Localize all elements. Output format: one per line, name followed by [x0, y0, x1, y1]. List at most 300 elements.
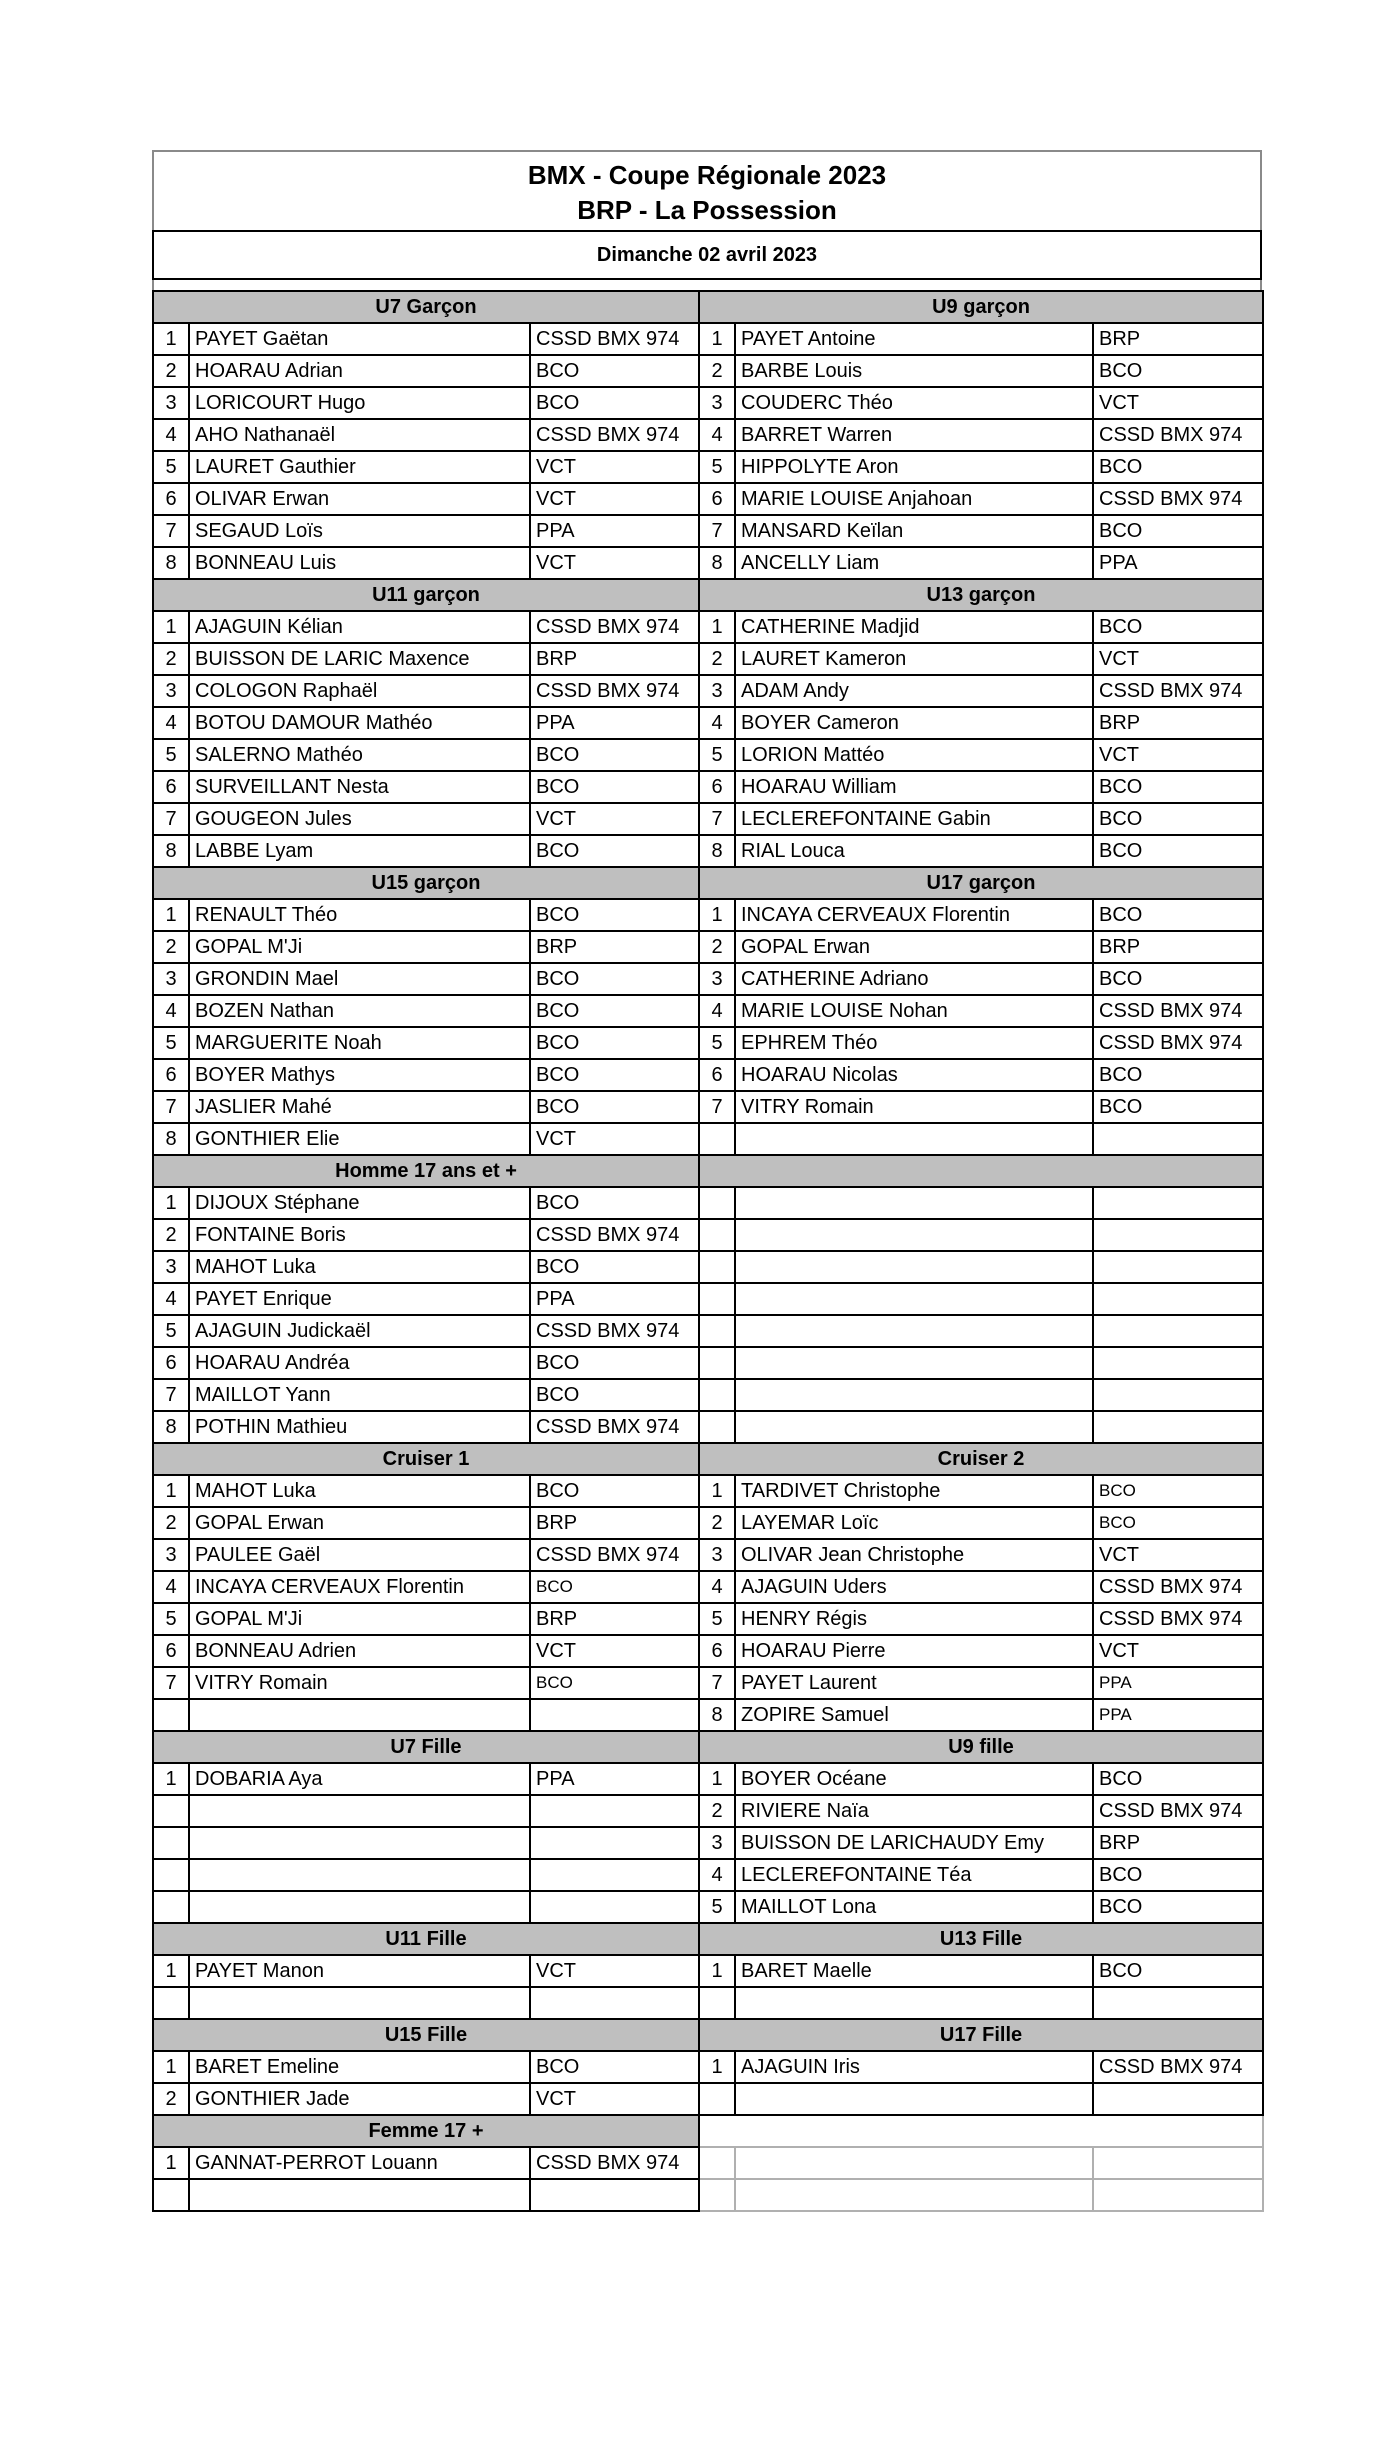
rider-name-cell: MARIE LOUISE Nohan: [735, 995, 1093, 1027]
table-row: [153, 1827, 1263, 1859]
rider-name-cell: DIJOUX Stéphane: [189, 1187, 530, 1219]
event-date: Dimanche 02 avril 2023: [152, 230, 1262, 280]
rank-cell: 8: [153, 547, 189, 579]
rank-cell: 1: [153, 611, 189, 643]
table-row: [153, 355, 1263, 387]
rank-cell: 5: [153, 1027, 189, 1059]
rider-name-cell: RIVIERE Naïa: [735, 1795, 1093, 1827]
rank-cell: 1: [153, 2051, 189, 2083]
rider-name-cell: COUDERC Théo: [735, 387, 1093, 419]
rider-name-cell: FONTAINE Boris: [189, 1219, 530, 1251]
table-row: [153, 1411, 1263, 1443]
category-header-row: [153, 1155, 1263, 1187]
table-row: [153, 1603, 1263, 1635]
rank-cell: 2: [153, 643, 189, 675]
club-cell: BCO: [1093, 1891, 1263, 1923]
rank-cell: 5: [699, 739, 735, 771]
rider-name-cell: HOARAU Adrian: [189, 355, 530, 387]
rider-name-cell: AHO Nathanaël: [189, 419, 530, 451]
category-header-row: [153, 867, 1263, 899]
rider-name-cell: PAULEE Gaël: [189, 1539, 530, 1571]
club-cell: BCO: [1093, 803, 1263, 835]
rider-name-cell: GOPAL M'Ji: [189, 1603, 530, 1635]
rank-cell: [699, 1315, 735, 1347]
club-cell: PPA: [1093, 1699, 1263, 1731]
rank-cell: [153, 1795, 189, 1827]
club-cell: [530, 1859, 699, 1891]
category-title-left: Homme 17 ans et +: [153, 1155, 699, 1187]
rider-name-cell: [735, 1987, 1093, 2019]
club-cell: BCO: [530, 387, 699, 419]
rider-name-cell: HOARAU Andréa: [189, 1347, 530, 1379]
event-title: BMX - Coupe Régionale 2023: [527, 160, 887, 190]
club-cell: CSSD BMX 974: [1093, 995, 1263, 1027]
rider-name-cell: SURVEILLANT Nesta: [189, 771, 530, 803]
rider-name-cell: BARBE Louis: [735, 355, 1093, 387]
rank-cell: 1: [699, 2051, 735, 2083]
rank-cell: [153, 2179, 189, 2211]
rank-cell: 7: [153, 1379, 189, 1411]
rank-cell: [153, 1859, 189, 1891]
table-row: [153, 1219, 1263, 1251]
table-row: [153, 739, 1263, 771]
rider-name-cell: [189, 1891, 530, 1923]
rank-cell: 1: [153, 1763, 189, 1795]
club-cell: VCT: [530, 1955, 699, 1987]
rider-name-cell: ANCELLY Liam: [735, 547, 1093, 579]
rider-name-cell: AJAGUIN Uders: [735, 1571, 1093, 1603]
rider-name-cell: BOYER Océane: [735, 1763, 1093, 1795]
table-row: [153, 323, 1263, 355]
table-row: [153, 931, 1263, 963]
club-cell: CSSD BMX 974: [530, 1539, 699, 1571]
rider-name-cell: [189, 1827, 530, 1859]
header-spacer: [152, 280, 1262, 290]
rider-name-cell: INCAYA CERVEAUX Florentin: [189, 1571, 530, 1603]
rider-name-cell: [189, 1699, 530, 1731]
rank-cell: 4: [699, 1859, 735, 1891]
rank-cell: 2: [699, 1795, 735, 1827]
rider-name-cell: HOARAU Pierre: [735, 1635, 1093, 1667]
rider-name-cell: JASLIER Mahé: [189, 1091, 530, 1123]
rank-cell: 6: [153, 771, 189, 803]
rider-name-cell: [189, 1987, 530, 2019]
rider-name-cell: BOYER Mathys: [189, 1059, 530, 1091]
rank-cell: 2: [153, 1219, 189, 1251]
rank-cell: 2: [153, 355, 189, 387]
club-cell: BCO: [530, 995, 699, 1027]
rider-name-cell: BOYER Cameron: [735, 707, 1093, 739]
rank-cell: 2: [153, 931, 189, 963]
club-cell: VCT: [1093, 387, 1263, 419]
club-cell: BCO: [530, 739, 699, 771]
table-row: [153, 1475, 1263, 1507]
table-row: [153, 835, 1263, 867]
club-cell: VCT: [1093, 1635, 1263, 1667]
table-row: [153, 2179, 1263, 2211]
results-sheet: [152, 150, 1262, 2212]
club-cell: [530, 2179, 699, 2211]
category-title-left: U11 garçon: [153, 579, 699, 611]
table-row: [153, 643, 1263, 675]
rank-cell: [699, 1379, 735, 1411]
rank-cell: [699, 2083, 735, 2115]
rank-cell: 8: [153, 835, 189, 867]
rider-name-cell: EPHREM Théo: [735, 1027, 1093, 1059]
rider-name-cell: BARET Maelle: [735, 1955, 1093, 1987]
club-cell: [530, 1795, 699, 1827]
rank-cell: 3: [153, 675, 189, 707]
results-table: [152, 290, 1264, 2212]
rank-cell: 5: [153, 1315, 189, 1347]
club-cell: CSSD BMX 974: [530, 419, 699, 451]
rank-cell: [699, 1283, 735, 1315]
category-header-row: [153, 2115, 1263, 2147]
category-header-row: [153, 1443, 1263, 1475]
club-cell: CSSD BMX 974: [530, 1411, 699, 1443]
table-row: [153, 2147, 1263, 2179]
rank-cell: 4: [699, 995, 735, 1027]
table-row: [153, 515, 1263, 547]
rank-cell: 2: [153, 2083, 189, 2115]
rank-cell: 4: [153, 419, 189, 451]
rank-cell: 3: [699, 963, 735, 995]
club-cell: [1093, 2147, 1263, 2179]
club-cell: VCT: [530, 1123, 699, 1155]
rider-name-cell: LAYEMAR Loïc: [735, 1507, 1093, 1539]
club-cell: BRP: [1093, 323, 1263, 355]
rider-name-cell: AJAGUIN Iris: [735, 2051, 1093, 2083]
club-cell: BCO: [530, 1187, 699, 1219]
rank-cell: 6: [153, 1635, 189, 1667]
table-row: [153, 1347, 1263, 1379]
rider-name-cell: PAYET Laurent: [735, 1667, 1093, 1699]
rank-cell: [153, 1827, 189, 1859]
category-header-row: [153, 1731, 1263, 1763]
table-row: [153, 1763, 1263, 1795]
rank-cell: [699, 2179, 735, 2211]
rider-name-cell: [735, 1283, 1093, 1315]
club-cell: VCT: [1093, 739, 1263, 771]
club-cell: BCO: [530, 963, 699, 995]
club-cell: CSSD BMX 974: [1093, 1571, 1263, 1603]
rider-name-cell: [735, 1315, 1093, 1347]
rank-cell: 4: [153, 1283, 189, 1315]
category-title-left: U11 Fille: [153, 1923, 699, 1955]
club-cell: CSSD BMX 974: [1093, 1027, 1263, 1059]
category-title-right: [699, 2115, 1263, 2147]
table-row: [153, 547, 1263, 579]
rider-name-cell: MAILLOT Lona: [735, 1891, 1093, 1923]
rider-name-cell: MAHOT Luka: [189, 1475, 530, 1507]
rank-cell: 2: [699, 1507, 735, 1539]
category-title-right: U13 Fille: [699, 1923, 1263, 1955]
club-cell: [1093, 1347, 1263, 1379]
rider-name-cell: [735, 2179, 1093, 2211]
table-row: [153, 707, 1263, 739]
table-row: [153, 387, 1263, 419]
table-row: [153, 1251, 1263, 1283]
rider-name-cell: [189, 1859, 530, 1891]
table-row: [153, 1091, 1263, 1123]
club-cell: [1093, 2083, 1263, 2115]
rank-cell: 3: [699, 1827, 735, 1859]
rank-cell: [153, 1699, 189, 1731]
club-cell: VCT: [1093, 1539, 1263, 1571]
category-title-right: U9 fille: [699, 1731, 1263, 1763]
club-cell: CSSD BMX 974: [1093, 483, 1263, 515]
rider-name-cell: PAYET Gaëtan: [189, 323, 530, 355]
club-cell: VCT: [530, 1635, 699, 1667]
rider-name-cell: VITRY Romain: [735, 1091, 1093, 1123]
category-title-left: U15 Fille: [153, 2019, 699, 2051]
rider-name-cell: BOTOU DAMOUR Mathéo: [189, 707, 530, 739]
rank-cell: 7: [699, 1667, 735, 1699]
category-header-row: [153, 579, 1263, 611]
rider-name-cell: BOZEN Nathan: [189, 995, 530, 1027]
rank-cell: 5: [699, 1891, 735, 1923]
rank-cell: 5: [153, 451, 189, 483]
club-cell: BRP: [530, 1507, 699, 1539]
rider-name-cell: [735, 2147, 1093, 2179]
rider-name-cell: POTHIN Mathieu: [189, 1411, 530, 1443]
rider-name-cell: LECLEREFONTAINE Téa: [735, 1859, 1093, 1891]
club-cell: BCO: [1093, 899, 1263, 931]
rank-cell: 4: [153, 1571, 189, 1603]
rider-name-cell: [735, 1379, 1093, 1411]
rank-cell: 6: [699, 1059, 735, 1091]
rider-name-cell: BARET Emeline: [189, 2051, 530, 2083]
rank-cell: 7: [699, 803, 735, 835]
club-cell: BCO: [530, 899, 699, 931]
table-row: [153, 611, 1263, 643]
rank-cell: 3: [699, 675, 735, 707]
club-cell: BCO: [530, 355, 699, 387]
club-cell: BCO: [1093, 835, 1263, 867]
rank-cell: [699, 2147, 735, 2179]
club-cell: [1093, 1283, 1263, 1315]
category-title-left: U7 Garçon: [153, 291, 699, 323]
rank-cell: 4: [153, 995, 189, 1027]
table-row: [153, 1571, 1263, 1603]
club-cell: BCO: [1093, 1091, 1263, 1123]
table-row: [153, 1987, 1263, 2019]
rider-name-cell: RIAL Louca: [735, 835, 1093, 867]
rider-name-cell: MAHOT Luka: [189, 1251, 530, 1283]
rider-name-cell: GOPAL Erwan: [189, 1507, 530, 1539]
rank-cell: 7: [153, 803, 189, 835]
category-title-left: U15 garçon: [153, 867, 699, 899]
club-cell: CSSD BMX 974: [530, 611, 699, 643]
club-cell: VCT: [530, 483, 699, 515]
category-header-row: [153, 1923, 1263, 1955]
club-cell: BCO: [1093, 1475, 1263, 1507]
category-title-right: U17 garçon: [699, 867, 1263, 899]
category-title-right: Cruiser 2: [699, 1443, 1263, 1475]
rider-name-cell: CATHERINE Adriano: [735, 963, 1093, 995]
category-header-row: [153, 291, 1263, 323]
rider-name-cell: [735, 1219, 1093, 1251]
rank-cell: 4: [699, 1571, 735, 1603]
rank-cell: [699, 1219, 735, 1251]
table-row: [153, 419, 1263, 451]
rider-name-cell: LORION Mattéo: [735, 739, 1093, 771]
rank-cell: 2: [699, 643, 735, 675]
club-cell: BCO: [1093, 515, 1263, 547]
rider-name-cell: [189, 2179, 530, 2211]
rider-name-cell: GOPAL M'Ji: [189, 931, 530, 963]
club-cell: [530, 1891, 699, 1923]
rank-cell: 4: [153, 707, 189, 739]
rider-name-cell: PAYET Antoine: [735, 323, 1093, 355]
club-cell: BCO: [1093, 355, 1263, 387]
rank-cell: 8: [699, 835, 735, 867]
sheet-header: [152, 150, 1262, 230]
rank-cell: 1: [153, 2147, 189, 2179]
rider-name-cell: [735, 1251, 1093, 1283]
rank-cell: 5: [153, 1603, 189, 1635]
club-cell: BRP: [530, 643, 699, 675]
rank-cell: 7: [699, 515, 735, 547]
rank-cell: [699, 1123, 735, 1155]
club-cell: BCO: [530, 1571, 699, 1603]
rank-cell: 8: [699, 547, 735, 579]
table-row: [153, 1635, 1263, 1667]
club-cell: VCT: [1093, 643, 1263, 675]
club-cell: CSSD BMX 974: [1093, 2051, 1263, 2083]
club-cell: PPA: [530, 515, 699, 547]
rank-cell: 1: [699, 1475, 735, 1507]
rank-cell: 1: [153, 1187, 189, 1219]
rider-name-cell: RENAULT Théo: [189, 899, 530, 931]
club-cell: CSSD BMX 974: [530, 675, 699, 707]
rank-cell: 5: [699, 1027, 735, 1059]
rider-name-cell: MARGUERITE Noah: [189, 1027, 530, 1059]
rank-cell: 3: [153, 1539, 189, 1571]
table-row: [153, 1187, 1263, 1219]
table-row: [153, 675, 1263, 707]
rider-name-cell: BONNEAU Luis: [189, 547, 530, 579]
rank-cell: 2: [699, 355, 735, 387]
club-cell: VCT: [530, 547, 699, 579]
rank-cell: 1: [699, 1955, 735, 1987]
rider-name-cell: GONTHIER Jade: [189, 2083, 530, 2115]
club-cell: BCO: [530, 1347, 699, 1379]
rider-name-cell: PAYET Manon: [189, 1955, 530, 1987]
club-cell: [1093, 1315, 1263, 1347]
rank-cell: 7: [153, 515, 189, 547]
rank-cell: 8: [699, 1699, 735, 1731]
rider-name-cell: LORICOURT Hugo: [189, 387, 530, 419]
rank-cell: 6: [153, 483, 189, 515]
table-row: [153, 995, 1263, 1027]
rank-cell: 1: [699, 899, 735, 931]
club-cell: VCT: [530, 451, 699, 483]
rank-cell: 1: [699, 611, 735, 643]
rider-name-cell: HOARAU Nicolas: [735, 1059, 1093, 1091]
table-row: [153, 2051, 1263, 2083]
table-row: [153, 1507, 1263, 1539]
rank-cell: [699, 1987, 735, 2019]
rank-cell: 6: [153, 1059, 189, 1091]
club-cell: [1093, 1411, 1263, 1443]
club-cell: CSSD BMX 974: [530, 1315, 699, 1347]
rank-cell: 1: [153, 899, 189, 931]
rider-name-cell: BUISSON DE LARICHAUDY Emy: [735, 1827, 1093, 1859]
rank-cell: 4: [699, 707, 735, 739]
rider-name-cell: HIPPOLYTE Aron: [735, 451, 1093, 483]
club-cell: BCO: [1093, 1859, 1263, 1891]
rank-cell: 8: [153, 1123, 189, 1155]
club-cell: BRP: [1093, 931, 1263, 963]
rider-name-cell: AJAGUIN Kélian: [189, 611, 530, 643]
event-venue: BRP - La Possession: [577, 195, 837, 225]
table-row: [153, 1795, 1263, 1827]
category-title-right: U9 garçon: [699, 291, 1263, 323]
rider-name-cell: LABBE Lyam: [189, 835, 530, 867]
club-cell: CSSD BMX 974: [1093, 1603, 1263, 1635]
club-cell: CSSD BMX 974: [530, 1219, 699, 1251]
category-title-left: Femme 17 +: [153, 2115, 699, 2147]
rank-cell: [699, 1411, 735, 1443]
club-cell: BRP: [530, 1603, 699, 1635]
rider-name-cell: [735, 2083, 1093, 2115]
club-cell: PPA: [530, 1763, 699, 1795]
rank-cell: 6: [699, 483, 735, 515]
rank-cell: 4: [699, 419, 735, 451]
table-row: [153, 483, 1263, 515]
rider-name-cell: OLIVAR Jean Christophe: [735, 1539, 1093, 1571]
club-cell: BCO: [1093, 1507, 1263, 1539]
rider-name-cell: ZOPIRE Samuel: [735, 1699, 1093, 1731]
rank-cell: 3: [153, 963, 189, 995]
club-cell: BCO: [530, 1251, 699, 1283]
club-cell: [1093, 1187, 1263, 1219]
category-title-left: U7 Fille: [153, 1731, 699, 1763]
rider-name-cell: HENRY Régis: [735, 1603, 1093, 1635]
table-row: [153, 963, 1263, 995]
rank-cell: 1: [153, 1475, 189, 1507]
rider-name-cell: PAYET Enrique: [189, 1283, 530, 1315]
rider-name-cell: SEGAUD Loïs: [189, 515, 530, 547]
club-cell: [1093, 1251, 1263, 1283]
table-row: [153, 2083, 1263, 2115]
rider-name-cell: [735, 1123, 1093, 1155]
club-cell: PPA: [1093, 547, 1263, 579]
rider-name-cell: OLIVAR Erwan: [189, 483, 530, 515]
table-row: [153, 771, 1263, 803]
rank-cell: 3: [699, 1539, 735, 1571]
club-cell: BCO: [530, 1091, 699, 1123]
club-cell: BCO: [1093, 963, 1263, 995]
club-cell: BCO: [1093, 451, 1263, 483]
rider-name-cell: GONTHIER Elie: [189, 1123, 530, 1155]
rank-cell: 3: [153, 387, 189, 419]
rider-name-cell: AJAGUIN Judickaël: [189, 1315, 530, 1347]
rank-cell: [153, 1891, 189, 1923]
club-cell: CSSD BMX 974: [530, 323, 699, 355]
category-title-left: Cruiser 1: [153, 1443, 699, 1475]
club-cell: CSSD BMX 974: [1093, 675, 1263, 707]
rider-name-cell: HOARAU William: [735, 771, 1093, 803]
club-cell: [1093, 1987, 1263, 2019]
table-row: [153, 451, 1263, 483]
club-cell: [530, 1987, 699, 2019]
rider-name-cell: [735, 1347, 1093, 1379]
club-cell: PPA: [530, 1283, 699, 1315]
category-title-right: U17 Fille: [699, 2019, 1263, 2051]
club-cell: BCO: [530, 1059, 699, 1091]
